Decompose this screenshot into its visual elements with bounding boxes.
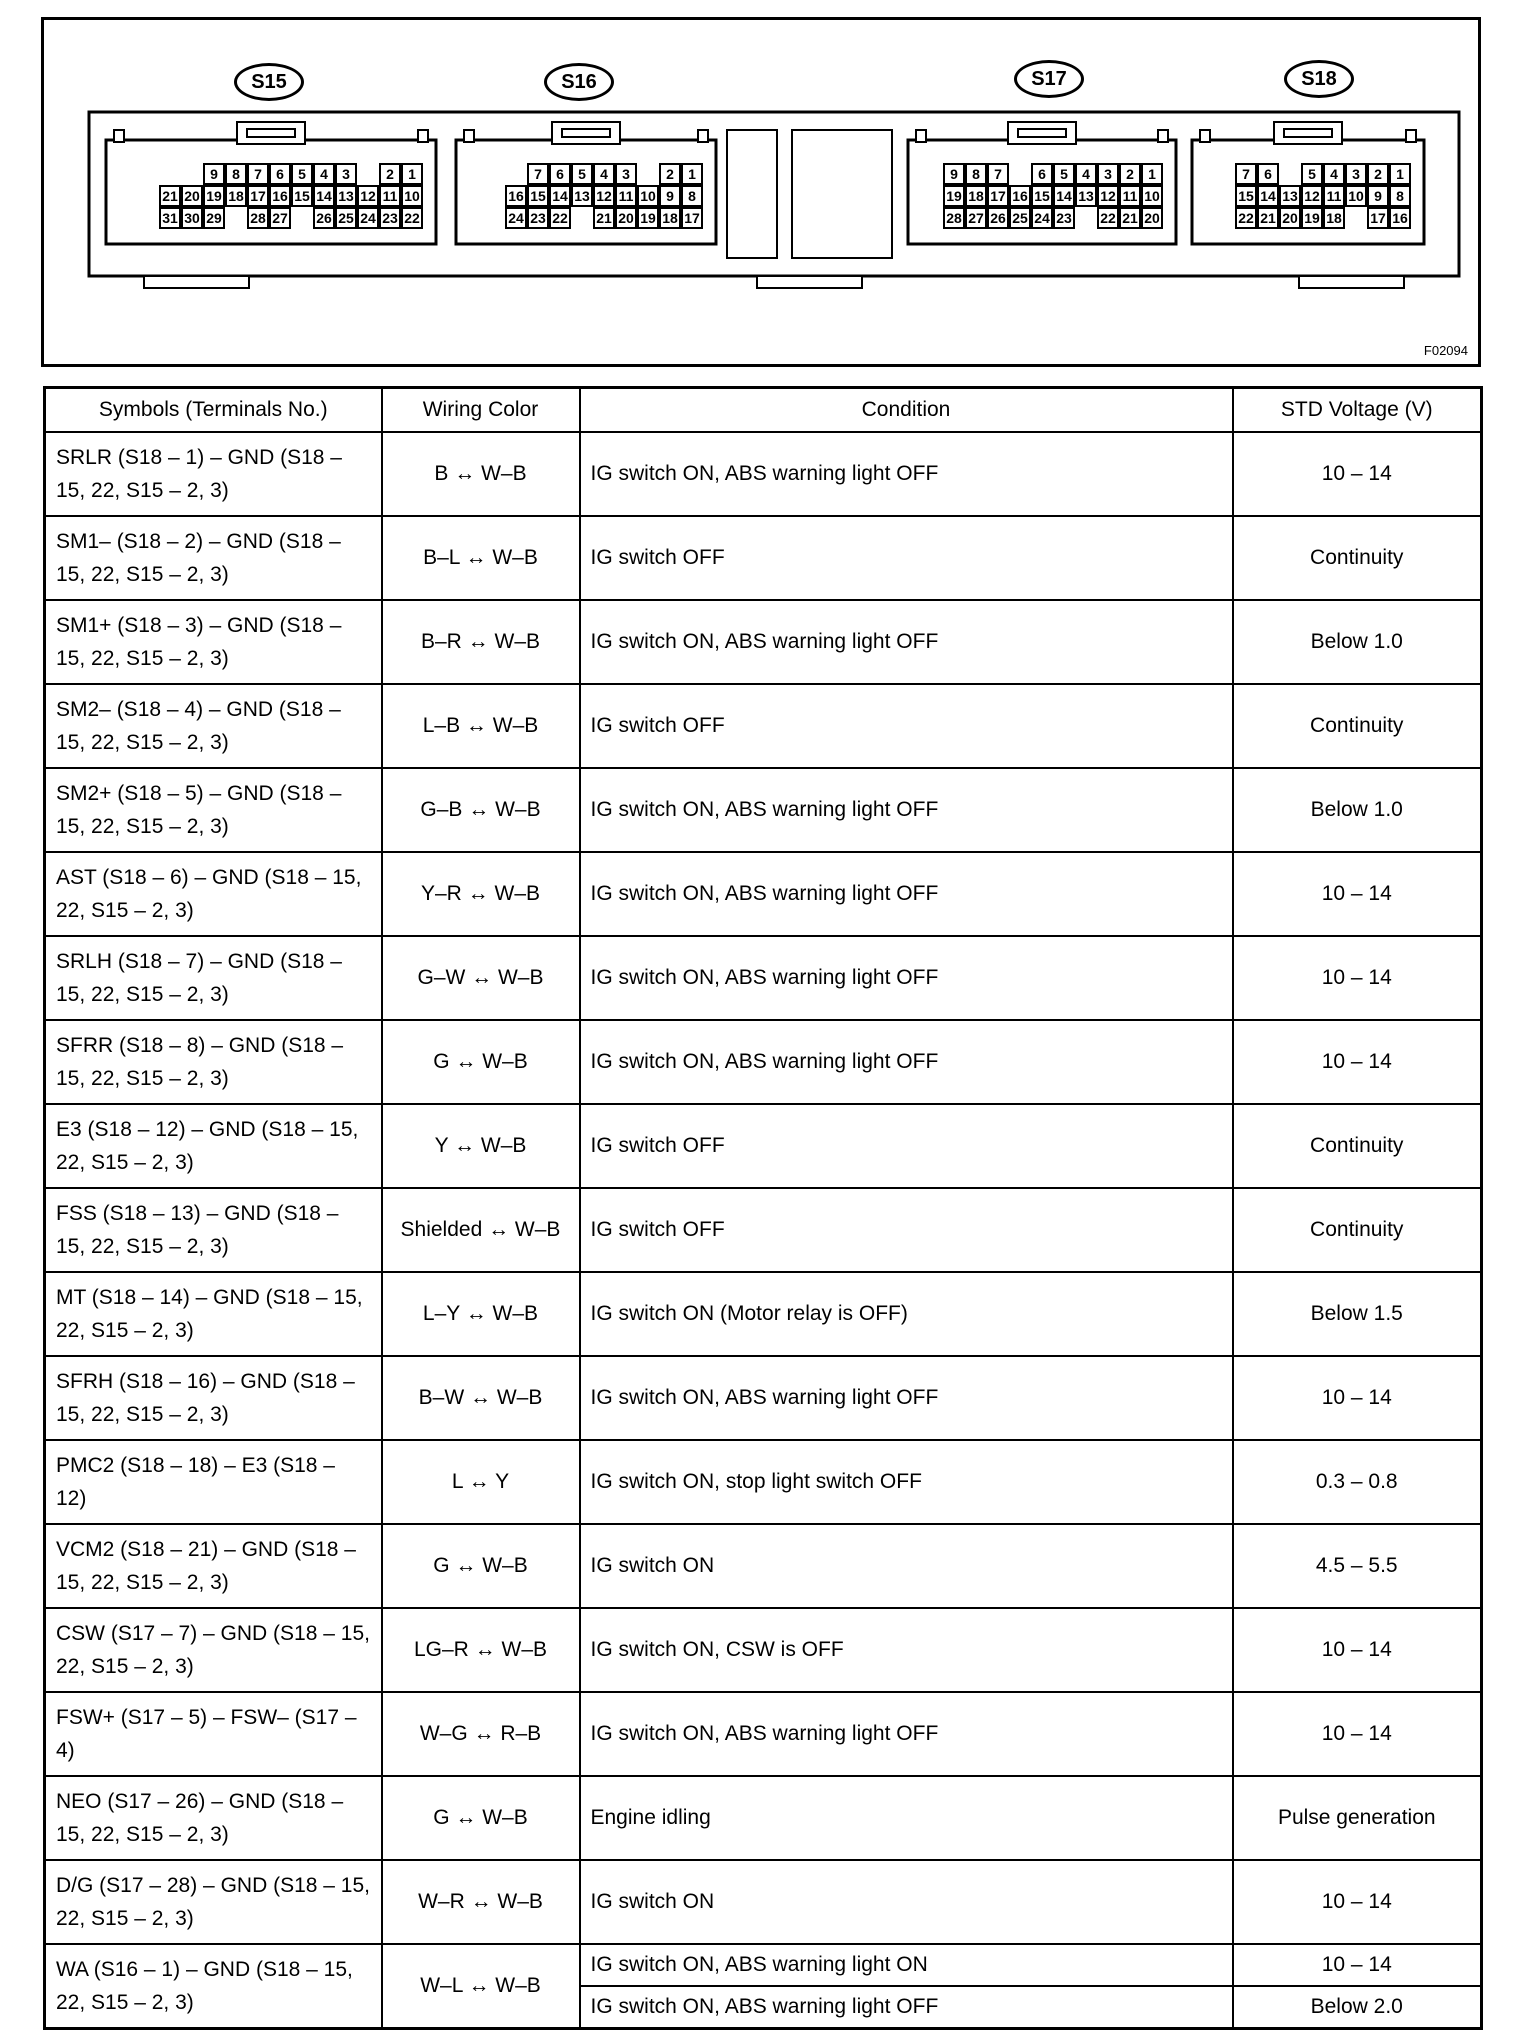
table-header-row bbox=[45, 388, 1482, 433]
pin-number: 30 bbox=[184, 210, 200, 226]
pin-number: 16 bbox=[1392, 210, 1408, 226]
connector-key bbox=[418, 130, 428, 142]
cell-condition: IG switch ON, CSW is OFF bbox=[580, 1608, 1233, 1692]
cell-condition: IG switch ON, ABS warning light OFF bbox=[580, 936, 1233, 1020]
cell-voltage: Below 1.5 bbox=[1233, 1272, 1482, 1356]
cell-condition: IG switch OFF bbox=[580, 516, 1233, 600]
cell-condition: IG switch ON, ABS warning light OFF bbox=[580, 432, 1233, 516]
blank-block bbox=[727, 130, 777, 258]
pin-number: 22 bbox=[404, 210, 420, 226]
table-row bbox=[45, 1020, 1482, 1104]
table-row bbox=[45, 1692, 1482, 1776]
connector-key bbox=[916, 130, 926, 142]
pin-number: 17 bbox=[990, 188, 1006, 204]
cell-voltage: Continuity bbox=[1233, 516, 1482, 600]
pin-number: 19 bbox=[206, 188, 222, 204]
cell-voltage: Below 2.0 bbox=[1233, 1986, 1482, 2029]
cell-voltage: 4.5 – 5.5 bbox=[1233, 1524, 1482, 1608]
terminal-voltage-table bbox=[43, 386, 1483, 2030]
cell-voltage: 10 – 14 bbox=[1233, 1692, 1482, 1776]
pin-number: 9 bbox=[1374, 188, 1382, 204]
cell-voltage: Below 1.0 bbox=[1233, 600, 1482, 684]
pin-number: 11 bbox=[618, 188, 634, 204]
pin-number: 14 bbox=[1260, 188, 1276, 204]
cell-wiring-color: Y–R ↔ W–B bbox=[382, 852, 580, 936]
cell-voltage: Pulse generation bbox=[1233, 1776, 1482, 1860]
pin-number: 23 bbox=[382, 210, 398, 226]
pin-number: 9 bbox=[950, 166, 958, 182]
cell-condition: IG switch ON bbox=[580, 1524, 1233, 1608]
pin-number: 13 bbox=[1078, 188, 1094, 204]
table-row bbox=[45, 1524, 1482, 1608]
table-row bbox=[45, 1440, 1482, 1524]
cell-voltage: 10 – 14 bbox=[1233, 1860, 1482, 1944]
pin-number: 3 bbox=[622, 166, 630, 182]
pin-number: 14 bbox=[552, 188, 568, 204]
cell-voltage: 10 – 14 bbox=[1233, 1356, 1482, 1440]
pin-number: 3 bbox=[1352, 166, 1360, 182]
pin-number: 5 bbox=[1308, 166, 1316, 182]
connector-key bbox=[1200, 130, 1210, 142]
pin-number: 25 bbox=[338, 210, 354, 226]
cell-voltage: 10 – 14 bbox=[1233, 1020, 1482, 1104]
cell-wiring-color: G ↔ W–B bbox=[382, 1020, 580, 1104]
table-row bbox=[45, 768, 1482, 852]
pin-number: 16 bbox=[1012, 188, 1028, 204]
table-row bbox=[45, 852, 1482, 936]
pin-number: 16 bbox=[508, 188, 524, 204]
cell-wiring-color: G ↔ W–B bbox=[382, 1524, 580, 1608]
connector-key bbox=[1406, 130, 1416, 142]
cell-condition: IG switch ON, ABS warning light ON bbox=[580, 1944, 1233, 1986]
pin-number: 9 bbox=[666, 188, 674, 204]
pin-number: 9 bbox=[210, 166, 218, 182]
cell-symbol: WA (S16 – 1) – GND (S18 – 15, 22, S15 – 2, 3) bbox=[45, 1944, 382, 2029]
pin-number: 15 bbox=[1034, 188, 1050, 204]
cell-symbol: CSW (S17 – 7) – GND (S18 – 15, 22, S15 – 2, 3) bbox=[45, 1608, 382, 1692]
pin-number: 18 bbox=[1326, 210, 1342, 226]
pin-number: 21 bbox=[596, 210, 612, 226]
pin-number: 4 bbox=[600, 166, 608, 182]
pin-number: 7 bbox=[994, 166, 1002, 182]
cell-voltage: 10 – 14 bbox=[1233, 1608, 1482, 1692]
table-row bbox=[45, 684, 1482, 768]
pin-number: 7 bbox=[534, 166, 542, 182]
pin-number: 10 bbox=[1144, 188, 1160, 204]
cell-voltage: 10 – 14 bbox=[1233, 432, 1482, 516]
pin-number: 12 bbox=[1304, 188, 1320, 204]
housing-tab bbox=[1299, 276, 1404, 288]
cell-symbol: PMC2 (S18 – 18) – E3 (S18 – 12) bbox=[45, 1440, 382, 1524]
table-row bbox=[45, 936, 1482, 1020]
table-row bbox=[45, 1356, 1482, 1440]
pin-number: 23 bbox=[1056, 210, 1072, 226]
cell-wiring-color: L–B ↔ W–B bbox=[382, 684, 580, 768]
table-row bbox=[45, 1944, 1482, 1986]
pin-number: 2 bbox=[386, 166, 394, 182]
pin-number: 7 bbox=[254, 166, 262, 182]
pin-number: 20 bbox=[1144, 210, 1160, 226]
pin-number: 31 bbox=[162, 210, 178, 226]
cell-condition: IG switch ON, ABS warning light OFF bbox=[580, 600, 1233, 684]
pin-number: 1 bbox=[1148, 166, 1156, 182]
cell-wiring-color: Shielded ↔ W–B bbox=[382, 1188, 580, 1272]
header-condition: Condition bbox=[580, 388, 1233, 433]
pin-number: 24 bbox=[360, 210, 376, 226]
pin-number: 4 bbox=[320, 166, 328, 182]
pin-number: 8 bbox=[232, 166, 240, 182]
cell-symbol: D/G (S17 – 28) – GND (S18 – 15, 22, S15 – 2, 3) bbox=[45, 1860, 382, 1944]
pin-number: 1 bbox=[688, 166, 696, 182]
pin-number: 22 bbox=[1100, 210, 1116, 226]
pin-number: 22 bbox=[1238, 210, 1254, 226]
figure-code: F02094 bbox=[1423, 343, 1468, 358]
pin-number: 21 bbox=[1260, 210, 1276, 226]
cell-condition: IG switch OFF bbox=[580, 684, 1233, 768]
cell-voltage: Continuity bbox=[1233, 1188, 1482, 1272]
pin-number: 3 bbox=[342, 166, 350, 182]
pin-number: 28 bbox=[946, 210, 962, 226]
cell-wiring-color: Y ↔ W–B bbox=[382, 1104, 580, 1188]
cell-voltage: 10 – 14 bbox=[1233, 852, 1482, 936]
pin-number: 13 bbox=[574, 188, 590, 204]
cell-wiring-color: B–R ↔ W–B bbox=[382, 600, 580, 684]
pin-number: 10 bbox=[1348, 188, 1364, 204]
table-row bbox=[45, 1104, 1482, 1188]
pin-number: 17 bbox=[684, 210, 700, 226]
pin-number: 29 bbox=[206, 210, 222, 226]
pin-number: 20 bbox=[184, 188, 200, 204]
cell-symbol: SM2– (S18 – 4) – GND (S18 – 15, 22, S15 – 2, 3) bbox=[45, 684, 382, 768]
pin-number: 17 bbox=[250, 188, 266, 204]
cell-condition: IG switch ON, ABS warning light OFF bbox=[580, 1692, 1233, 1776]
pin-number: 19 bbox=[640, 210, 656, 226]
pin-number: 2 bbox=[1126, 166, 1134, 182]
pin-number: 26 bbox=[316, 210, 332, 226]
connector-latch-slot bbox=[1284, 129, 1332, 137]
pin-number: 1 bbox=[408, 166, 416, 182]
pin-number: 28 bbox=[250, 210, 266, 226]
pin-number: 3 bbox=[1104, 166, 1112, 182]
pin-number: 13 bbox=[338, 188, 354, 204]
pin-number: 20 bbox=[1282, 210, 1298, 226]
pin-number: 2 bbox=[1374, 166, 1382, 182]
cell-voltage: Continuity bbox=[1233, 684, 1482, 768]
pin-number: 19 bbox=[1304, 210, 1320, 226]
pin-number: 16 bbox=[272, 188, 288, 204]
cell-symbol: SM1+ (S18 – 3) – GND (S18 – 15, 22, S15 – 2, 3) bbox=[45, 600, 382, 684]
cell-voltage: 10 – 14 bbox=[1233, 1944, 1482, 1986]
cell-condition: IG switch ON, ABS warning light OFF bbox=[580, 1986, 1233, 2029]
pin-number: 22 bbox=[552, 210, 568, 226]
pin-number: 6 bbox=[276, 166, 284, 182]
pin-number: 6 bbox=[556, 166, 564, 182]
cell-wiring-color: L–Y ↔ W–B bbox=[382, 1272, 580, 1356]
pin-number: 19 bbox=[946, 188, 962, 204]
cell-symbol: MT (S18 – 14) – GND (S18 – 15, 22, S15 – 2, 3) bbox=[45, 1272, 382, 1356]
pin-number: 11 bbox=[1122, 188, 1138, 204]
cell-voltage: Continuity bbox=[1233, 1104, 1482, 1188]
cell-wiring-color: B–W ↔ W–B bbox=[382, 1356, 580, 1440]
pin-number: 21 bbox=[1122, 210, 1138, 226]
pin-number: 18 bbox=[662, 210, 678, 226]
cell-voltage: 10 – 14 bbox=[1233, 936, 1482, 1020]
table-row bbox=[45, 1272, 1482, 1356]
cell-condition: IG switch ON, stop light switch OFF bbox=[580, 1440, 1233, 1524]
pin-number: 12 bbox=[1100, 188, 1116, 204]
header-wiring-color: Wiring Color bbox=[382, 388, 580, 433]
cell-wiring-color: G–B ↔ W–B bbox=[382, 768, 580, 852]
pin-number: 5 bbox=[298, 166, 306, 182]
pin-number: 8 bbox=[1396, 188, 1404, 204]
pin-number: 27 bbox=[968, 210, 984, 226]
cell-condition: Engine idling bbox=[580, 1776, 1233, 1860]
pin-number: 6 bbox=[1038, 166, 1046, 182]
pin-number: 12 bbox=[360, 188, 376, 204]
cell-wiring-color: W–R ↔ W–B bbox=[382, 1860, 580, 1944]
pin-number: 1 bbox=[1396, 166, 1404, 182]
cell-symbol: AST (S18 – 6) – GND (S18 – 15, 22, S15 – 2, 3) bbox=[45, 852, 382, 936]
table-row bbox=[45, 1860, 1482, 1944]
connector-label-s15: S15 bbox=[234, 63, 304, 101]
pin-number: 24 bbox=[1034, 210, 1050, 226]
cell-voltage: 0.3 – 0.8 bbox=[1233, 1440, 1482, 1524]
pin-number: 14 bbox=[316, 188, 332, 204]
cell-symbol: NEO (S17 – 26) – GND (S18 – 15, 22, S15 – 2, 3) bbox=[45, 1776, 382, 1860]
table-row bbox=[45, 1608, 1482, 1692]
pin-number: 6 bbox=[1264, 166, 1272, 182]
pin-number: 10 bbox=[404, 188, 420, 204]
pin-number: 15 bbox=[1238, 188, 1254, 204]
pin-number: 11 bbox=[1326, 188, 1342, 204]
cell-symbol: SFRH (S18 – 16) – GND (S18 – 15, 22, S15 – 2, 3) bbox=[45, 1356, 382, 1440]
pin-number: 5 bbox=[1060, 166, 1068, 182]
pin-number: 8 bbox=[972, 166, 980, 182]
table-row bbox=[45, 1776, 1482, 1860]
connector-label-s16: S16 bbox=[544, 63, 614, 101]
header-std-voltage: STD Voltage (V) bbox=[1233, 388, 1482, 433]
pin-number: 18 bbox=[228, 188, 244, 204]
connector-label-s18: S18 bbox=[1284, 60, 1354, 98]
pin-number: 11 bbox=[382, 188, 398, 204]
cell-wiring-color: W–L ↔ W–B bbox=[382, 1944, 580, 2029]
connector-label-s17: S17 bbox=[1014, 60, 1084, 98]
pin-number: 25 bbox=[1012, 210, 1028, 226]
pin-number: 4 bbox=[1330, 166, 1338, 182]
connector-key bbox=[698, 130, 708, 142]
pin-number: 15 bbox=[294, 188, 310, 204]
cell-condition: IG switch ON (Motor relay is OFF) bbox=[580, 1272, 1233, 1356]
pin-number: 20 bbox=[618, 210, 634, 226]
pin-number: 13 bbox=[1282, 188, 1298, 204]
connector-key bbox=[114, 130, 124, 142]
pin-number: 4 bbox=[1082, 166, 1090, 182]
header-symbols: Symbols (Terminals No.) bbox=[45, 388, 382, 433]
cell-symbol: SM2+ (S18 – 5) – GND (S18 – 15, 22, S15 – 2, 3) bbox=[45, 768, 382, 852]
pin-number: 18 bbox=[968, 188, 984, 204]
pin-number: 2 bbox=[666, 166, 674, 182]
connector-latch-slot bbox=[1018, 129, 1066, 137]
cell-condition: IG switch OFF bbox=[580, 1104, 1233, 1188]
cell-symbol: SM1– (S18 – 2) – GND (S18 – 15, 22, S15 – 2, 3) bbox=[45, 516, 382, 600]
housing-tab bbox=[757, 276, 862, 288]
table-row bbox=[45, 1188, 1482, 1272]
blank-block bbox=[792, 130, 892, 258]
pin-number: 15 bbox=[530, 188, 546, 204]
pin-number: 5 bbox=[578, 166, 586, 182]
pin-number: 10 bbox=[640, 188, 656, 204]
cell-wiring-color: G ↔ W–B bbox=[382, 1776, 580, 1860]
cell-symbol: FSS (S18 – 13) – GND (S18 – 15, 22, S15 – 2, 3) bbox=[45, 1188, 382, 1272]
pin-number: 17 bbox=[1370, 210, 1386, 226]
housing-tab bbox=[144, 276, 249, 288]
cell-condition: IG switch ON bbox=[580, 1860, 1233, 1944]
table-row bbox=[45, 432, 1482, 516]
cell-condition: IG switch OFF bbox=[580, 1188, 1233, 1272]
pin-number: 8 bbox=[688, 188, 696, 204]
pin-number: 24 bbox=[508, 210, 524, 226]
cell-wiring-color: G–W ↔ W–B bbox=[382, 936, 580, 1020]
cell-condition: IG switch ON, ABS warning light OFF bbox=[580, 852, 1233, 936]
cell-symbol: SRLR (S18 – 1) – GND (S18 – 15, 22, S15 – 2, 3) bbox=[45, 432, 382, 516]
cell-symbol: VCM2 (S18 – 21) – GND (S18 – 15, 22, S15 – 2, 3) bbox=[45, 1524, 382, 1608]
cell-wiring-color: L ↔ Y bbox=[382, 1440, 580, 1524]
connector-key bbox=[464, 130, 474, 142]
pin-number: 26 bbox=[990, 210, 1006, 226]
pin-number: 12 bbox=[596, 188, 612, 204]
pin-number: 7 bbox=[1242, 166, 1250, 182]
cell-symbol: E3 (S18 – 12) – GND (S18 – 15, 22, S15 – 2, 3) bbox=[45, 1104, 382, 1188]
table-row bbox=[45, 516, 1482, 600]
pin-number: 14 bbox=[1056, 188, 1072, 204]
cell-symbol: SFRR (S18 – 8) – GND (S18 – 15, 22, S15 – 2, 3) bbox=[45, 1020, 382, 1104]
cell-symbol: FSW+ (S17 – 5) – FSW– (S17 – 4) bbox=[45, 1692, 382, 1776]
cell-wiring-color: LG–R ↔ W–B bbox=[382, 1608, 580, 1692]
cell-wiring-color: W–G ↔ R–B bbox=[382, 1692, 580, 1776]
cell-voltage: Below 1.0 bbox=[1233, 768, 1482, 852]
table-body bbox=[45, 432, 1482, 2029]
cell-condition: IG switch ON, ABS warning light OFF bbox=[580, 1020, 1233, 1104]
connector-diagram bbox=[41, 17, 1481, 367]
cell-condition: IG switch ON, ABS warning light OFF bbox=[580, 1356, 1233, 1440]
connector-latch-slot bbox=[247, 129, 295, 137]
cell-condition: IG switch ON, ABS warning light OFF bbox=[580, 768, 1233, 852]
connector-key bbox=[1158, 130, 1168, 142]
cell-wiring-color: B ↔ W–B bbox=[382, 432, 580, 516]
table-row bbox=[45, 600, 1482, 684]
pin-number: 27 bbox=[272, 210, 288, 226]
pin-number: 21 bbox=[162, 188, 178, 204]
cell-wiring-color: B–L ↔ W–B bbox=[382, 516, 580, 600]
pin-number: 23 bbox=[530, 210, 546, 226]
cell-symbol: SRLH (S18 – 7) – GND (S18 – 15, 22, S15 – 2, 3) bbox=[45, 936, 382, 1020]
connector-latch-slot bbox=[562, 129, 610, 137]
